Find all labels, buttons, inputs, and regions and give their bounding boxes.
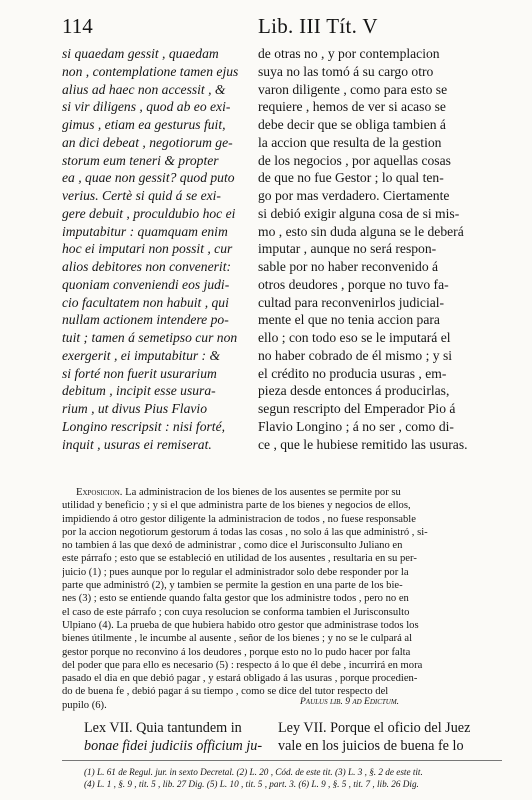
latin-line: gere debuit , proculdubio hoc ei <box>62 205 236 221</box>
latin-line: verius. Certè si quid á se exi- <box>62 188 221 203</box>
latin-line: hoc ei imputari non possit , cur <box>62 241 233 257</box>
spanish-line: no haber cobrado de él mismo ; y si <box>258 347 453 363</box>
latin-line: alius ad haec non accessit , & <box>62 81 226 97</box>
page-header <box>0 14 532 42</box>
latin-line: inquit , usuras ei remiserat. <box>62 436 212 452</box>
exposition-line: bienes útilmente , le incumbe al ausente , señor de los bienes ; y no se le culpará al <box>62 633 413 645</box>
spanish-column <box>258 45 498 453</box>
spanish-line: de otras no , y por contemplacion <box>258 46 440 61</box>
spanish-line: requiere , hemos de ver si acaso se <box>258 99 446 115</box>
exposition-block <box>62 486 502 712</box>
exposition-line: pupilo (6). <box>62 699 107 711</box>
page-number: 114 <box>62 14 93 38</box>
exposition-line: nes (3) ; esto se entiende quando falta gestor que los administre todos , pero no en <box>62 593 409 605</box>
lex-spanish-line: Ley VII. Porque el oficio del Juez <box>278 720 471 736</box>
latin-line: si forté non fuerit usurarium <box>62 365 217 381</box>
spanish-line: cultad para reconvenirlos judicial- <box>258 294 445 310</box>
exposition-line: parte que administró (2), y tambien se permite la gestion en una parte de los bie- <box>62 580 403 592</box>
exposition-line: pasado el dia en que debió pagar , y estará obligado á las usuras , porque procedien- <box>62 673 418 685</box>
latin-line: gimus , etiam ea gesturus fuit, <box>62 117 226 132</box>
exposition-line: do de buena fe , debió pagar á su tiempo , como se dice del tutor respecto del <box>62 686 389 698</box>
exposition-line: Ulpiano (4). La prueba de que hubiera habido otro gestor que administrase todos los <box>62 619 419 631</box>
latin-line: debitum , incipit esse usura- <box>62 383 216 399</box>
spanish-line: Flavio Longino ; á no ser , como di- <box>258 418 454 434</box>
exposition-text: La administracion de los bienes de los ausentes se permite por su <box>125 487 401 498</box>
spanish-line: mente el que no tenia accion para <box>258 312 440 328</box>
exposition-line: del poder que para ello es necesario (5) : respecto á lo que él debe , incurrirá en mora <box>62 659 423 671</box>
latin-line: si vir diligens , quod ab eo exi- <box>62 99 231 115</box>
latin-line: tuit ; tamen á semetipso cur non <box>62 330 238 345</box>
running-head: Lib. III Tít. V <box>258 14 378 38</box>
latin-line: Longino rescripsit : nisi forté, <box>62 418 226 434</box>
spanish-line: otros deudores , porque no tuvo fa- <box>258 276 449 292</box>
spanish-line: la accion que resulta de la gestion <box>258 134 442 150</box>
latin-line: rium , ut divus Pius Flavio <box>62 401 207 416</box>
latin-line: imputabitur : quamquam enim <box>62 223 228 239</box>
exposition-line: gestor porque no reconvino á los deudores , porque esto no lo pudo hacer por falta <box>62 646 411 658</box>
exposition-line: no tambien á las que dexó de administrar , como dice el Jurisconsulto Juliano en <box>62 540 403 552</box>
exposition-line: juicio (1) ; pues aunque por lo regular el administrador solo debe responder por la <box>62 566 409 578</box>
exposition-line: utilidad y beneficio ; y si el que administra parte de los bienes y negocios de ellos, <box>62 500 411 512</box>
spanish-line: si debió exigir alguna cosa de si mis- <box>258 205 460 221</box>
spanish-line: ce , que le hubiese remitido las usuras. <box>258 436 468 452</box>
spanish-line: sable por no haber reconvenido á <box>258 259 439 274</box>
spanish-line: el crédito no producia usuras , em- <box>258 365 447 381</box>
latin-line: alios debitores non convenerit: <box>62 259 232 274</box>
lex-spanish-line: vale en los juicios de buena fe lo <box>278 738 464 754</box>
exposition-line: el caso de este párrafo ; con cuya resolucion se conforma tambien el Jurisconsulto <box>62 606 410 618</box>
spanish-line: imputar , aunque no será respon- <box>258 241 437 257</box>
footnote-line: (4) L. 1 , §. 9 , tit. 5 , lib. 27 Dig. (5) L. 10 , tit. 5 , part. 3. (6) L. 9 , §. 5 , tit. 7 , lib. 26 Dig. <box>84 779 419 789</box>
latin-column <box>62 45 252 453</box>
spanish-line: de los negocios , por aquellas cosas <box>258 152 451 168</box>
latin-line: cio facultatem non habuit , qui <box>62 294 229 310</box>
lex-latin-line: Lex VII. Quia tantundem in <box>84 720 242 736</box>
latin-line: storum eum teneri & propter <box>62 152 219 168</box>
lex-latin <box>84 719 264 755</box>
spanish-line: suya no las tomó á su cargo otro <box>258 63 434 79</box>
spanish-line: go por mas verdadero. Ciertamente <box>258 188 450 203</box>
spanish-line: varon diligente , como para esto se <box>258 81 448 97</box>
spanish-line: ello ; con todo eso se le imputará el <box>258 330 451 345</box>
latin-line: ea , quae non gessit? quod puto <box>62 170 235 186</box>
footnote-line: (1) L. 61 de Regul. jur. in sexto Decretal. (2) L. 20 , Cód. de este tit. (3) L. 3 , §. 2 de este tit. <box>84 767 423 777</box>
exposition-line: por la accion negotiorum gestorum á todas las cosas , no solo á las que administró , si- <box>62 526 428 538</box>
latin-line: si quaedam gessit , quaedam <box>62 46 219 61</box>
spanish-line: pieza desde entonces á producirlas, <box>258 383 450 399</box>
exposition-line: este párrafo ; esto que se estableció en utilidad de los ausentes , resultaria en su per- <box>62 553 417 565</box>
spanish-line: de que no fue Gestor ; lo qual ten- <box>258 170 444 186</box>
exposition-citation: Paulus lib. 9 ad Edictum. <box>300 697 400 707</box>
spanish-line: segun rescripto del Emperador Pio á <box>258 401 456 416</box>
exposition-line: impidiendo á otro gestor diligente la administracion de todos , no fuese responsable <box>62 513 416 525</box>
footnote-rule <box>62 760 502 761</box>
lex-latin-line: bonae fidei judiciis officium ju- <box>84 738 263 754</box>
latin-line: an dici debeat , negotiorum ge- <box>62 134 233 150</box>
spanish-line: debe decir que se obliga tambien á <box>258 117 446 132</box>
latin-line: non , contemplatione tamen ejus <box>62 63 239 79</box>
exposition-heading: Exposicion. <box>76 487 123 498</box>
footnotes <box>84 766 514 790</box>
exposition-line <box>62 486 502 499</box>
latin-line: quoniam conveniendi eos judi- <box>62 276 230 292</box>
latin-line: nullam actionem intendere po- <box>62 312 229 328</box>
latin-line: exergerit , ei imputabitur : & <box>62 347 221 363</box>
lex-spanish <box>278 719 518 755</box>
spanish-line: mo , esto sin duda alguna se le deberá <box>258 223 464 239</box>
